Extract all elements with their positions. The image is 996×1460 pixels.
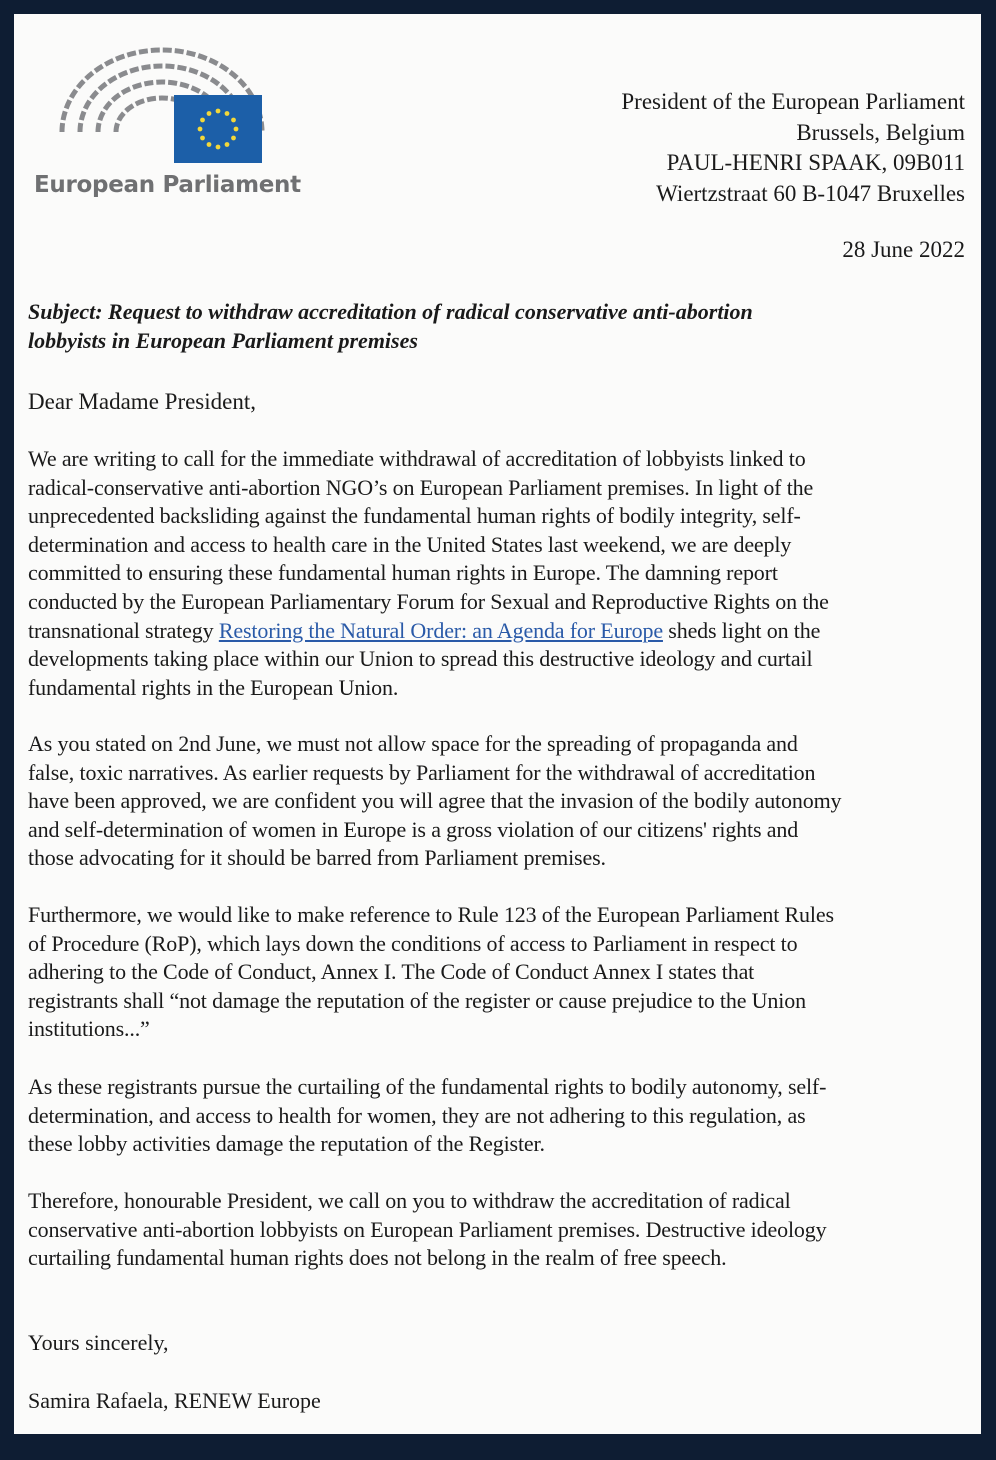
- subject-line: [28, 297, 958, 355]
- paragraph-line: conservative anti-abortion lobbyists on European Parliament premises. Destructive ideology: [28, 1216, 827, 1242]
- paragraph-text: sheds light on the: [662, 617, 821, 643]
- body-paragraph-4: [28, 1073, 968, 1159]
- signature: Samira Rafaela, RENEW Europe: [28, 1388, 321, 1413]
- paragraph-line: Therefore, honourable President, we call on you to withdraw the accreditation of radical: [28, 1188, 791, 1213]
- closing: Yours sincerely,: [28, 1330, 169, 1355]
- paragraph-line: these lobby activities damage the reputation of the Register.: [28, 1131, 545, 1157]
- paragraph-line: institutions...”: [28, 1016, 150, 1042]
- address-line: Brussels, Belgium: [796, 119, 965, 145]
- paragraph-line: We are writing to call for the immediate withdrawal of accreditation of lobbyists linked to: [28, 446, 806, 471]
- body-paragraph-1: [28, 445, 968, 702]
- paragraph-line: developments taking place within our Union to spread this destructive ideology and curtail: [28, 646, 813, 672]
- paragraph-line: determination, and access to health for women, they are not adhering to this regulation, as: [28, 1102, 806, 1128]
- logo-wordmark: European Parliament: [34, 172, 301, 198]
- salutation: Dear Madame President,: [28, 389, 257, 414]
- paragraph-line: curtailing fundamental human rights does not belong in the realm of free speech.: [28, 1245, 727, 1271]
- address-line: PAUL-HENRI SPAAK, 09B011: [666, 150, 965, 175]
- paragraph-line: of Procedure (RoP), which lays down the conditions of access to Parliament in respect to: [28, 930, 798, 956]
- recipient-address: [621, 87, 965, 209]
- paragraph-line: fundamental rights in the European Union.: [28, 674, 399, 700]
- paragraph-line: [28, 617, 968, 646]
- paragraph-line: As these registrants pursue the curtailing of the fundamental rights to bodily autonomy, self-: [28, 1074, 827, 1099]
- letter-date: 28 June 2022: [842, 237, 965, 262]
- agenda-report-link[interactable]: Restoring the Natural Order: an Agenda for Europe: [218, 617, 663, 643]
- subject-text: lobbyists in European Parliament premises: [28, 328, 418, 353]
- paragraph-line: unprecedented backsliding against the fundamental human rights of bodily integrity, self-: [28, 503, 801, 529]
- subject-text: Subject: Request to withdraw accreditation of radical conservative anti-abortion: [28, 299, 753, 324]
- letter-page: [14, 14, 981, 1434]
- paragraph-line: committed to ensuring these fundamental human rights in Europe. The damning report: [28, 560, 778, 586]
- paragraph-line: As you stated on 2nd June, we must not allow space for the spreading of propaganda and: [28, 731, 798, 756]
- address-line: Wiertzstraat 60 B-1047 Bruxelles: [656, 180, 965, 206]
- address-line: President of the European Parliament: [621, 89, 965, 114]
- paragraph-line: and self-determination of women in Europe is a gross violation of our citizens' rights and: [28, 816, 799, 842]
- body-paragraph-5: [28, 1187, 968, 1273]
- body-paragraph-2: [28, 730, 968, 873]
- paragraph-line: determination and access to health care in the United States last weekend, we are deeply: [28, 531, 792, 557]
- body-paragraph-3: [28, 901, 968, 1044]
- paragraph-line: those advocating for it should be barred from Parliament premises.: [28, 845, 606, 871]
- paragraph-text: transnational strategy: [28, 617, 219, 643]
- paragraph-line: have been approved, we are confident you will agree that the invasion of the bodily autonomy: [28, 788, 842, 814]
- european-parliament-logo: [32, 32, 301, 212]
- paragraph-line: Furthermore, we would like to make reference to Rule 123 of the European Parliament Rules: [28, 902, 834, 927]
- hemicycle-logo-icon: [32, 32, 282, 172]
- paragraph-line: adhering to the Code of Conduct, Annex I. The Code of Conduct Annex I states that: [28, 959, 755, 985]
- paragraph-line: registrants shall “not damage the reputation of the register or cause prejudice to the Union: [28, 987, 806, 1013]
- paragraph-line: conducted by the European Parliamentary Forum for Sexual and Reproductive Rights on the: [28, 588, 829, 614]
- paragraph-line: radical-conservative anti-abortion NGO’s on European Parliament premises. In light of the: [28, 474, 814, 500]
- paragraph-line: false, toxic narratives. As earlier requests by Parliament for the withdrawal of accreditation: [28, 759, 816, 785]
